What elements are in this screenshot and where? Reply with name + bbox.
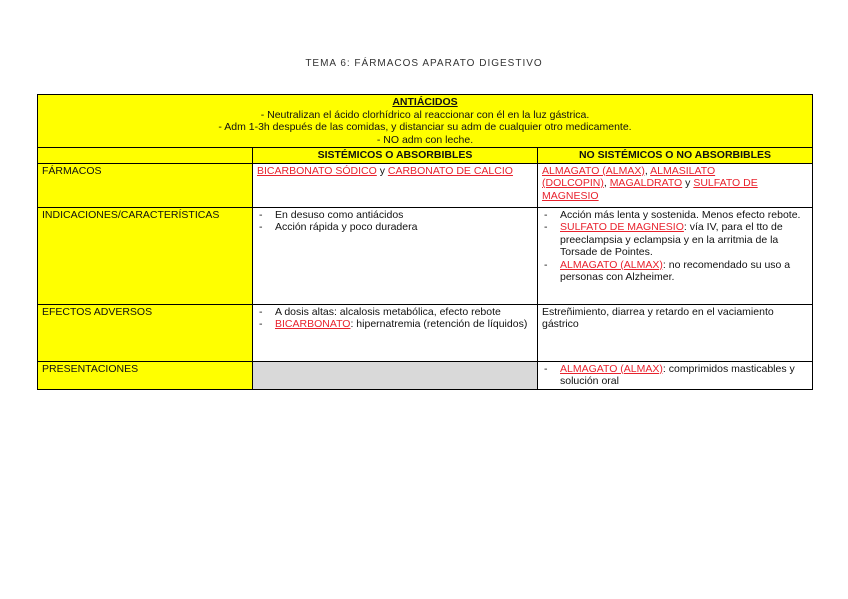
presentaciones-no-sistemicos-cell <box>538 361 813 389</box>
item-text: : comprimidos masticables y solución oral <box>560 362 795 387</box>
drug-link[interactable]: SULFATO DE MAGNESIO <box>542 177 758 202</box>
list-item: - A dosis altas: alcalosis metabólica, efecto rebote <box>257 306 533 319</box>
drug-link[interactable]: ALMAGATO (ALMAX) <box>560 362 663 375</box>
table-title-cell <box>38 95 813 148</box>
list-item <box>257 318 533 331</box>
drug-link[interactable]: MAGALDRATO <box>609 177 683 189</box>
col-header-no-sistemicos: NO SISTÉMICOS O NO ABSORBIBLES <box>538 148 813 164</box>
separator-text: , <box>644 164 651 177</box>
list-item: - Acción rápida y poco duradera <box>257 221 533 234</box>
empty-header-cell <box>38 148 253 164</box>
efectos-no-sistemicos-cell: Estreñimiento, diarrea y retardo en el vaciamiento gástrico <box>538 304 813 361</box>
farmacos-no-sistemicos-cell <box>538 163 813 207</box>
drug-link[interactable]: BICARBONATO <box>275 318 351 330</box>
table-row <box>38 304 813 361</box>
table-row <box>38 207 813 304</box>
column-header-row <box>38 148 813 164</box>
separator-text: y <box>682 177 694 189</box>
indicaciones-sistemicos-cell <box>253 207 538 304</box>
separator-text: y <box>376 164 388 177</box>
intro-line-1: - Neutralizan el ácido clorhídrico al reaccionar con él en la luz gástrica. <box>260 108 590 121</box>
item-text: : no recomendado su uso a personas con Alzheimer. <box>560 258 791 283</box>
drug-link[interactable]: ALMAGATO (ALMAX) <box>542 164 645 177</box>
drug-link[interactable]: ALMASILATO (DOLCOPIN) <box>542 164 716 189</box>
indicaciones-no-sistemicos-cell <box>538 207 813 304</box>
page-title: TEMA 6: FÁRMACOS APARATO DIGESTIVO <box>305 58 543 69</box>
list-item <box>542 363 808 388</box>
antiacidos-table <box>37 94 813 390</box>
item-text: : vía IV, para el tto de preeclampsia y eclampsia y en la arritmia de la Torsade de Pointes. <box>560 221 783 258</box>
farmacos-sistemicos-cell <box>253 163 538 207</box>
empty-gray-cell <box>253 361 538 389</box>
list-item: - Acción más lenta y sostenida. Menos efecto rebote. <box>542 209 808 222</box>
table-title-row <box>38 95 813 148</box>
intro-line-3: - NO adm con leche. <box>376 133 474 146</box>
table-row <box>38 163 813 207</box>
row-label-farmacos: FÁRMACOS <box>38 163 253 207</box>
list-item: - En desuso como antiácidos <box>257 209 533 222</box>
list-item <box>542 221 808 259</box>
efectos-sistemicos-cell <box>253 304 538 361</box>
separator-text: , <box>603 177 610 189</box>
drug-link[interactable]: SULFATO DE MAGNESIO <box>560 221 684 233</box>
col-header-sistemicos: SISTÉMICOS O ABSORBIBLES <box>253 148 538 164</box>
row-label-presentaciones: PRESENTACIONES <box>38 361 253 389</box>
table-title: ANTIÁCIDOS <box>392 96 458 108</box>
table-row <box>38 361 813 389</box>
intro-line-2: - Adm 1-3h después de las comidas, y distanciar su adm de cualquier otro medicamente. <box>218 121 632 133</box>
item-text: : hipernatremia (retención de líquidos) <box>350 318 528 330</box>
row-label-indicaciones: INDICACIONES/CARACTERÍSTICAS <box>38 207 253 304</box>
row-label-efectos: EFECTOS ADVERSOS <box>38 304 253 361</box>
list-item <box>542 259 808 284</box>
drug-link[interactable]: CARBONATO DE CALCIO <box>387 164 513 177</box>
drug-link[interactable]: ALMAGATO (ALMAX) <box>560 258 663 271</box>
drug-link[interactable]: BICARBONATO SÓDICO <box>257 164 377 177</box>
